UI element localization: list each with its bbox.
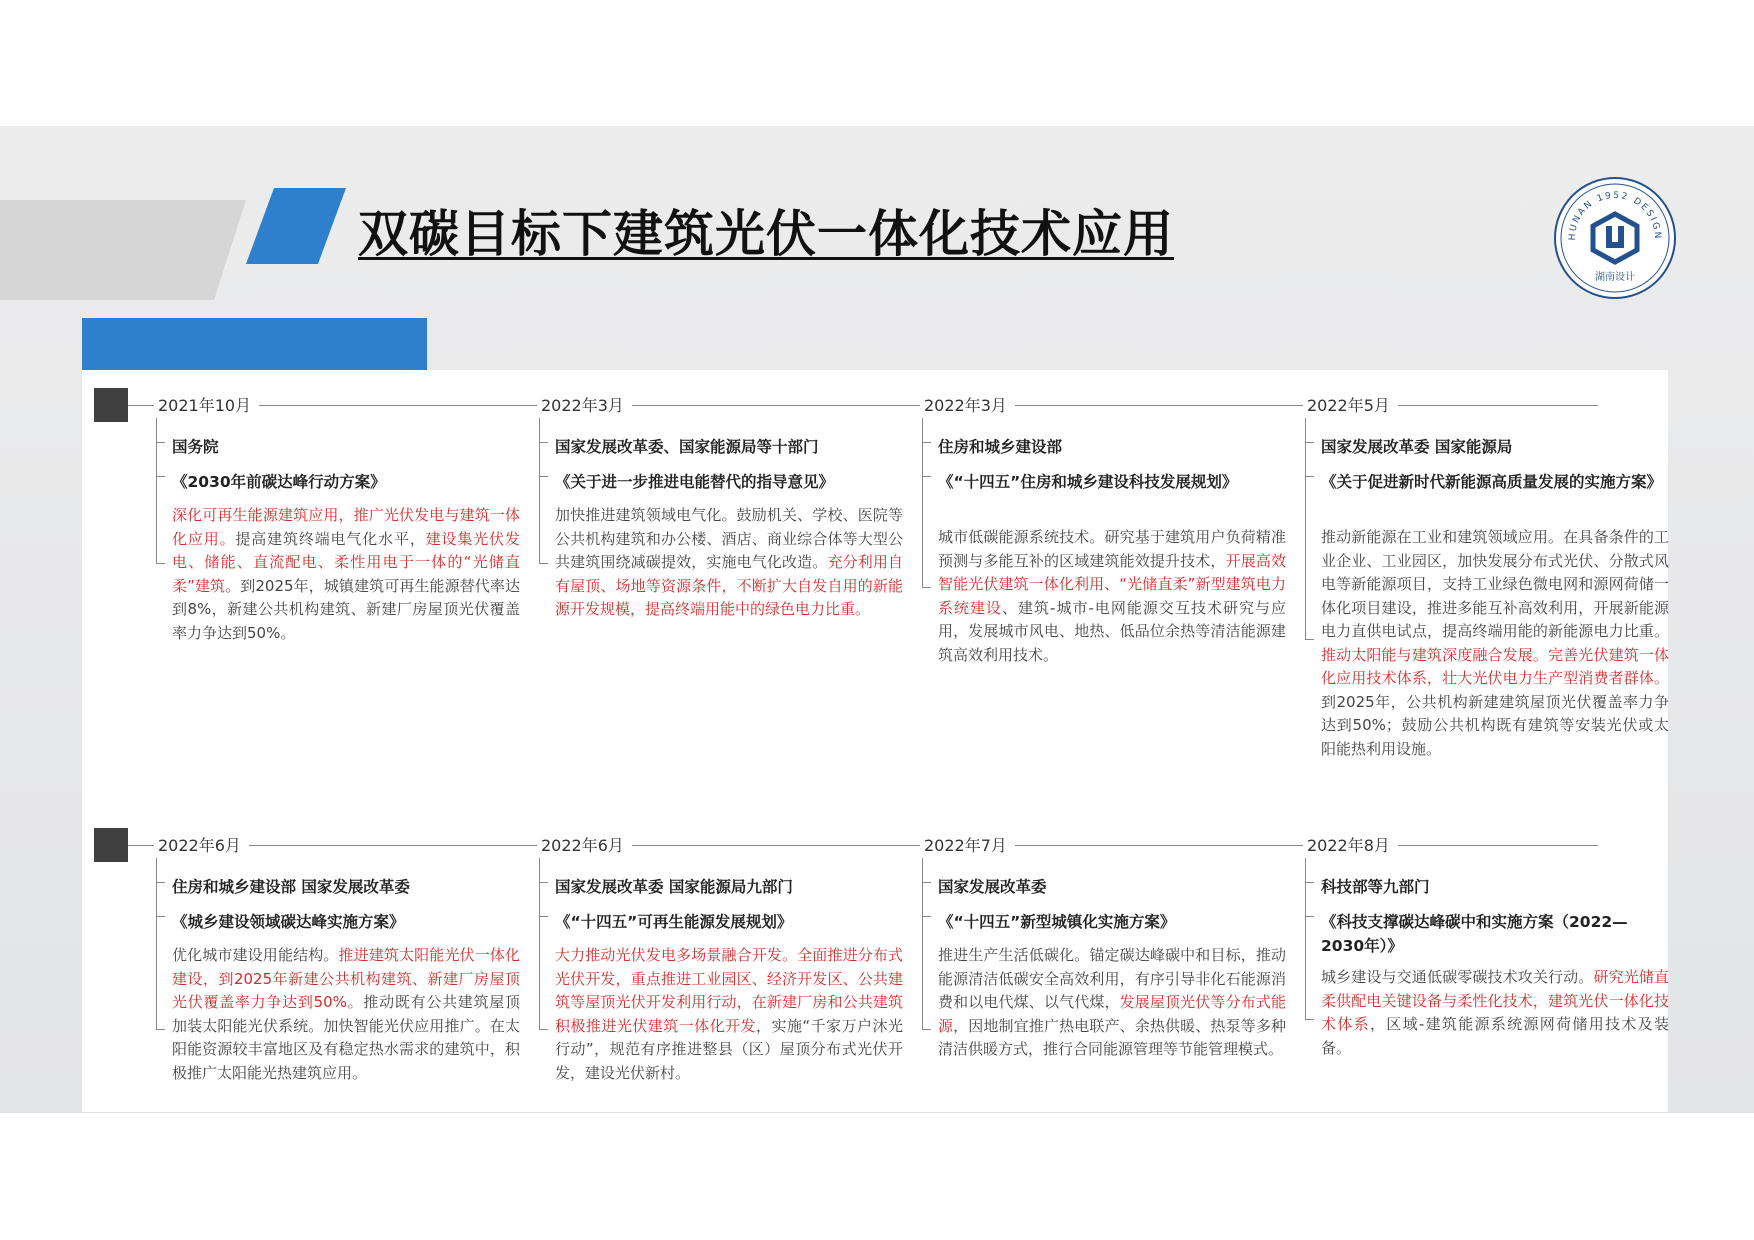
entry-body bbox=[172, 504, 520, 645]
row-marker bbox=[94, 388, 128, 422]
page-title: 双碳目标下建筑光伏一体化技术应用 bbox=[358, 205, 1174, 263]
timeline-row bbox=[82, 388, 1668, 798]
highlight-text: 研究光储直柔供配电关键设备与柔性化技术，建筑光伏一体化技术体系 bbox=[1321, 968, 1669, 1033]
highlight-text: 推进建筑太阳能光伏一体化建设，到2025年新建公共机构建筑、新建厂房屋顶光伏覆盖率力争达到50%。 bbox=[172, 946, 520, 1011]
highlight-text: 发展屋顶光伏等分布式能源 bbox=[938, 993, 1286, 1035]
row-marker bbox=[94, 828, 128, 862]
highlight-text: 建设集光伏发电、储能、直流配电、柔性用电于一体的“光储直柔”建筑 bbox=[172, 529, 520, 595]
entry-date: 2022年3月 bbox=[920, 393, 1015, 416]
body-text: 。到2025年，城镇建筑可再生能源替代率达到8%，新建公共机构建筑、新建厂房屋顶光伏覆盖率力争达到50%。 bbox=[172, 576, 520, 642]
entry-body bbox=[555, 944, 903, 1085]
entry-bracket bbox=[156, 858, 166, 1030]
highlight-text: 开展高效智能光伏建筑一体化利用、“光储直柔”新型建筑电力系统建设 bbox=[938, 551, 1286, 617]
entry-body bbox=[555, 504, 903, 622]
entry-bracket bbox=[1305, 858, 1315, 1020]
timeline-row bbox=[82, 828, 1668, 1098]
body-text: 推进生产生活低碳化。锚定碳达峰碳中和目标，推动能源清洁低碳安全高效利用，有序引导非化石能源消费和以电代煤、以气代煤， bbox=[938, 946, 1286, 1011]
logo-ring-text: HUNAN 1952 DESIGN bbox=[1567, 190, 1663, 241]
entry-body bbox=[938, 526, 1286, 667]
entry-doc-title: 《2030年前碳达峰行动方案》 bbox=[172, 473, 386, 491]
entry-doc-title: 《“十四五”住房和城乡建设科技发展规划》 bbox=[938, 473, 1238, 491]
entry-bracket bbox=[922, 418, 932, 588]
subtitle-bar bbox=[82, 318, 427, 374]
entry-bracket bbox=[156, 418, 166, 564]
body-text: ，实施“千家万户沐光行动”，规范有序推进整县（区）屋顶分布式光伏开发，建设光伏新村。 bbox=[555, 1016, 903, 1082]
highlight-text: 推动太阳能与建筑深度融合发展。完善光伏建筑一体化应用技术体系，壮大光伏电力生产型消费者群体。 bbox=[1321, 645, 1669, 687]
body-text: 加快推进建筑领域电气化。鼓励机关、学校、医院等公共机构建筑和办公楼、酒店、商业综合体等大型公共建筑围绕减碳提效，实施电气化改造。 bbox=[555, 506, 903, 571]
highlight-text: 大力推动光伏发电多场景融合开发。全面推进分布式光伏开发，重点推进工业园区、经济开发区、公共建筑等屋顶光伏开发利用行动，在新建厂房和公共建筑积极推进光伏建筑一体化开发 bbox=[555, 946, 903, 1035]
entry-org: 国务院 bbox=[172, 438, 219, 456]
entry-doc-title: 《科技支撑碳达峰碳中和实施方案（2022—2030年）》 bbox=[1321, 913, 1628, 955]
body-text: 、建筑-城市-电网能源交互技术研究与应用，发展城市风电、地热、低品位余热等清洁能源建筑高效利用技术。 bbox=[938, 598, 1286, 664]
entry-bracket bbox=[539, 858, 549, 1030]
entry-org: 国家发展改革委 国家能源局九部门 bbox=[555, 878, 793, 896]
entry-date: 2022年6月 bbox=[537, 833, 632, 856]
entry-org: 国家发展改革委、国家能源局等十部门 bbox=[555, 438, 819, 456]
entry-doc-title: 《“十四五”可再生能源发展规划》 bbox=[555, 913, 793, 931]
entry-org: 住房和城乡建设部 bbox=[938, 438, 1063, 456]
highlight-text: 深化可再生能源建筑应用，推广光伏发电与建筑一体化应用。 bbox=[172, 506, 520, 548]
body-text: 城市低碳能源系统技术。研究基于建筑用户负荷精准预测与多能互补的区域建筑能效提升技术， bbox=[938, 528, 1286, 570]
body-text: 优化城市建设用能结构。 bbox=[172, 946, 339, 964]
body-text: 到2025年，公共机构新建建筑屋顶光伏覆盖率力争达到50%；鼓励公共机构既有建筑等安装光伏或太阳能热利用设施。 bbox=[1321, 692, 1669, 758]
entry-org: 国家发展改革委 bbox=[938, 878, 1047, 896]
entry-date: 2022年6月 bbox=[154, 833, 249, 856]
entry-org: 国家发展改革委 国家能源局 bbox=[1321, 438, 1513, 456]
entry-doc-title: 《“十四五”新型城镇化实施方案》 bbox=[938, 913, 1176, 931]
entry-doc-title: 《城乡建设领域碳达峰实施方案》 bbox=[172, 913, 405, 931]
highlight-text: 充分利用自有屋顶、场地等资源条件，不断扩大自发自用的新能源开发规模，提高终端用能中的绿色电力比重。 bbox=[555, 553, 903, 618]
title-decor-grey bbox=[0, 200, 246, 300]
entry-date: 2021年10月 bbox=[154, 393, 259, 416]
entry-body bbox=[938, 944, 1286, 1062]
entry-bracket bbox=[539, 418, 549, 564]
entry-doc-title: 《关于进一步推进电能替代的指导意见》 bbox=[555, 473, 835, 491]
entry-date: 2022年5月 bbox=[1303, 393, 1398, 416]
body-text: ，区域-建筑能源系统源网荷储用技术及装备。 bbox=[1321, 1015, 1669, 1057]
entry-body bbox=[1321, 526, 1669, 761]
timeline-panel bbox=[82, 370, 1668, 1112]
entry-bracket bbox=[1305, 418, 1315, 640]
body-text: 提高建筑终端电气化水平， bbox=[235, 529, 426, 548]
entry-bracket bbox=[922, 858, 932, 1030]
entry-org: 科技部等九部门 bbox=[1321, 878, 1430, 896]
entry-doc-title: 《关于促进新时代新能源高质量发展的实施方案》 bbox=[1321, 473, 1663, 491]
entry-org: 住房和城乡建设部 国家发展改革委 bbox=[172, 878, 410, 896]
entry-date: 2022年3月 bbox=[537, 393, 632, 416]
entry-date: 2022年8月 bbox=[1303, 833, 1398, 856]
entry-date: 2022年7月 bbox=[920, 833, 1015, 856]
body-text: ，因地制宜推广热电联产、余热供暖、热泵等多种清洁供暖方式，推行合同能源管理等节能管理模式。 bbox=[938, 1016, 1286, 1058]
hunan-design-logo-icon bbox=[1553, 176, 1677, 300]
entry-body bbox=[1321, 966, 1669, 1060]
entry-body bbox=[172, 944, 520, 1085]
body-text: 推动新能源在工业和建筑领域应用。在具备条件的工业企业、工业园区，加快发展分布式光伏、分散式风电等新能源项目，支持工业绿色微电网和源网荷储一体化项目建设，推进多能互补高效利用，开展新能源电力直供电试点，提高终端用能的新能源电力比重。 bbox=[1321, 528, 1669, 640]
body-text: 城乡建设与交通低碳零碳技术攻关行动。 bbox=[1321, 968, 1594, 986]
body-text: 推动既有公共建筑屋顶加装太阳能光伏系统。加快智能光伏应用推广。在太阳能资源较丰富地区及有稳定热水需求的建筑中，积极推广太阳能光热建筑应用。 bbox=[172, 993, 520, 1082]
logo-bottom-text: 湖南设计 bbox=[1595, 272, 1635, 283]
